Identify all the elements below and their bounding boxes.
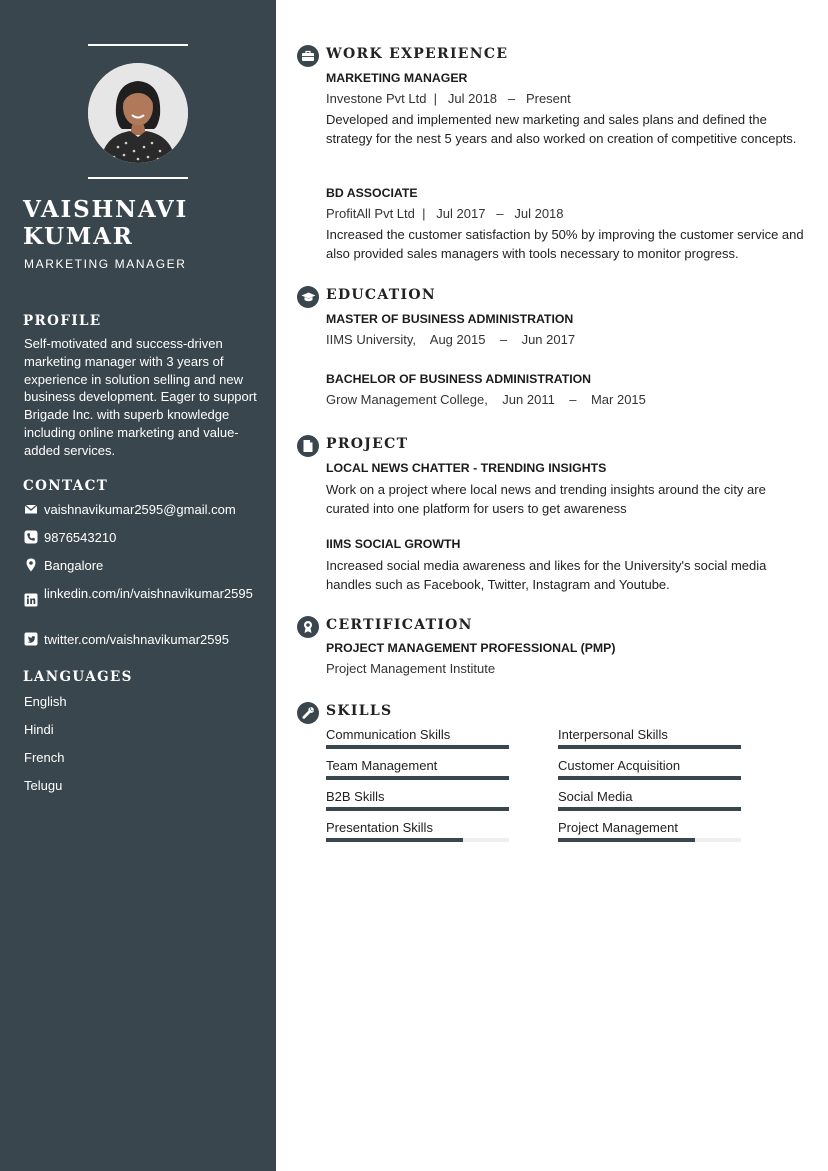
- briefcase-icon: [301, 49, 315, 63]
- skill-bar-track: [326, 776, 509, 780]
- graduation-cap-icon: [301, 290, 316, 304]
- work-section-icon: [297, 45, 319, 67]
- profile-heading: PROFILE: [23, 313, 102, 329]
- job-description: Increased the customer satisfaction by 50% by improving the customer service and also provided sales managers with tools necessary to monitor progress.: [326, 227, 804, 261]
- skill-label: Social Media: [558, 789, 633, 804]
- contact-linkedin[interactable]: [24, 585, 259, 607]
- map-pin-icon: [24, 558, 38, 572]
- certification-issuer: Project Management Institute: [326, 661, 496, 676]
- job-description: Developed and implemented new marketing and sales plans and defined the strategy for the nest 5 years and also worked on creation of competitive concepts.: [326, 112, 797, 146]
- degree-meta: Grow Management College, Jun 2011 – Mar 2015: [326, 392, 646, 407]
- envelope-icon: [24, 502, 38, 516]
- certification-section-title: CERTIFICATION: [326, 617, 473, 633]
- contact-phone-text: 9876543210: [44, 530, 117, 545]
- skill-bar-fill: [558, 807, 741, 811]
- skill-bar-fill: [558, 745, 741, 749]
- skills-section-icon: [297, 702, 319, 724]
- skill-bar-fill: [326, 745, 509, 749]
- education-section-title: EDUCATION: [326, 287, 436, 303]
- job-meta: ProfitAll Pvt Ltd | Jul 2017 – Jul 2018: [326, 206, 564, 221]
- contact-location: [24, 557, 259, 574]
- contact-twitter[interactable]: [24, 631, 259, 648]
- language-item: Hindi: [24, 722, 54, 737]
- profile-text: Self-motivated and success-driven marketing manager with 3 years of experience in solution selling and new business development. Eager to support Brigade Inc. with superb knowledge including online marketing and value-added services.: [24, 336, 257, 458]
- skill-label: Presentation Skills: [326, 820, 433, 835]
- profile-photo: [88, 63, 188, 163]
- language-item: Telugu: [24, 778, 63, 793]
- skill-label: Interpersonal Skills: [558, 727, 668, 742]
- skill-label: Customer Acquisition: [558, 758, 681, 773]
- language-item: French: [24, 750, 65, 765]
- photo-top-rule: [88, 44, 188, 46]
- contact-linkedin-text: linkedin.com/in/vaishnavikumar2595: [44, 586, 253, 601]
- project-section-title: PROJECT: [326, 436, 409, 452]
- contact-phone[interactable]: [24, 529, 259, 546]
- language-item: English: [24, 694, 67, 709]
- skill-bar-fill: [558, 776, 741, 780]
- contact-location-text: Bangalore: [44, 558, 104, 573]
- skill-label: Team Management: [326, 758, 438, 773]
- skill-bar-fill: [326, 838, 463, 842]
- work-section-title: WORK EXPERIENCE: [326, 46, 509, 62]
- skill-bar-track: [558, 838, 741, 842]
- skill-bar-track: [558, 745, 741, 749]
- contact-heading: CONTACT: [23, 478, 109, 494]
- contact-email[interactable]: [24, 501, 259, 518]
- candidate-name: [23, 196, 263, 250]
- award-icon: [302, 620, 314, 634]
- candidate-role: MARKETING MANAGER: [24, 257, 187, 271]
- project-title: LOCAL NEWS CHATTER - TRENDING INSIGHTS: [326, 461, 607, 475]
- degree-meta: IIMS University, Aug 2015 – Jun 2017: [326, 332, 576, 347]
- certification-title: PROJECT MANAGEMENT PROFESSIONAL (PMP): [326, 641, 616, 655]
- contact-email-text: vaishnavikumar2595@gmail.com: [44, 502, 236, 517]
- project-description: Work on a project where local news and trending insights around the city are curated into one platform for users to get awareness: [326, 482, 766, 516]
- skill-bar-fill: [326, 776, 509, 780]
- profile-photo-image: [88, 63, 188, 163]
- skill-bar-fill: [326, 807, 509, 811]
- skill-label: Communication Skills: [326, 727, 451, 742]
- languages-heading: LANGUAGES: [23, 669, 133, 685]
- photo-bottom-rule: [88, 177, 188, 179]
- education-section-icon: [297, 286, 319, 308]
- skill-bar-fill: [558, 838, 695, 842]
- skill-bar-track: [558, 776, 741, 780]
- phone-icon: [24, 530, 38, 544]
- job-meta: Investone Pvt Ltd | Jul 2018 – Present: [326, 91, 571, 106]
- skill-bar-track: [326, 838, 509, 842]
- project-title: IIMS SOCIAL GROWTH: [326, 537, 461, 551]
- degree-title: MASTER OF BUSINESS ADMINISTRATION: [326, 312, 574, 326]
- document-icon: [302, 439, 314, 453]
- project-description: Increased social media awareness and likes for the University's social media handles such as Facebook, Twitter, Instagram and Youtube.: [326, 558, 767, 592]
- sidebar: [0, 0, 276, 1171]
- skill-bar-track: [558, 807, 741, 811]
- name-last: KUMAR: [23, 223, 134, 250]
- twitter-icon: [24, 632, 38, 646]
- job-title: MARKETING MANAGER: [326, 71, 468, 85]
- skill-bar-track: [326, 745, 509, 749]
- project-section-icon: [297, 435, 319, 457]
- wrench-icon: [301, 706, 315, 720]
- certification-section-icon: [297, 616, 319, 638]
- skill-bar-track: [326, 807, 509, 811]
- name-first: VAISHNAVI: [23, 196, 189, 223]
- skill-label: B2B Skills: [326, 789, 385, 804]
- job-title: BD ASSOCIATE: [326, 186, 418, 200]
- degree-title: BACHELOR OF BUSINESS ADMINISTRATION: [326, 372, 592, 386]
- skill-label: Project Management: [558, 820, 678, 835]
- skills-section-title: SKILLS: [326, 703, 393, 719]
- linkedin-icon: [24, 593, 38, 607]
- contact-twitter-text: twitter.com/vaishnavikumar2595: [44, 632, 229, 647]
